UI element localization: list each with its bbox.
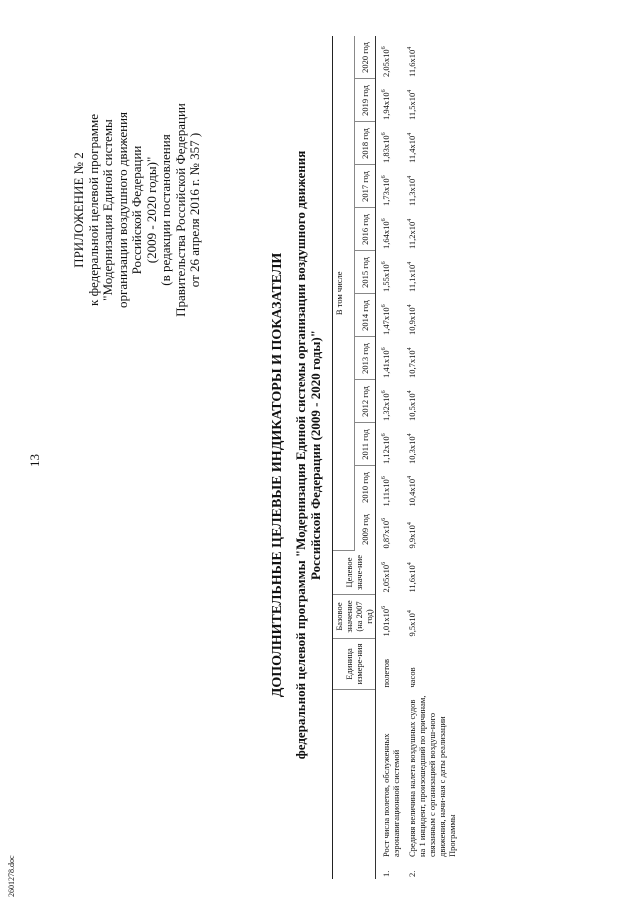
value-cell bbox=[402, 551, 458, 595]
value-exponent: 4 bbox=[407, 522, 414, 526]
value-mantissa: 1,83x10 bbox=[381, 135, 391, 163]
value-cell bbox=[376, 79, 403, 122]
value-cell bbox=[376, 595, 403, 639]
appendix-line: от 26 апреля 2016 г. № 357 ) bbox=[187, 132, 202, 288]
value-cell bbox=[402, 208, 458, 251]
value-mantissa: 1,73x10 bbox=[381, 178, 391, 206]
value-exponent: 4 bbox=[407, 433, 414, 437]
document-subtitle bbox=[293, 35, 323, 875]
value-mantissa: 11,6x10 bbox=[407, 565, 417, 593]
value-mantissa: 9,5x10 bbox=[407, 613, 417, 637]
value-exponent: 6 bbox=[381, 261, 388, 265]
value-mantissa: 11,6x10 bbox=[407, 49, 417, 77]
value-exponent: 6 bbox=[381, 390, 388, 394]
value-mantissa: 0,87x10 bbox=[381, 520, 391, 549]
value-mantissa: 1,12x10 bbox=[381, 436, 391, 464]
indicators-table bbox=[332, 37, 458, 880]
value-cell bbox=[376, 294, 403, 337]
value-exponent: 4 bbox=[407, 46, 414, 50]
value-exponent: 6 bbox=[381, 218, 388, 222]
value-exponent: 4 bbox=[407, 261, 414, 265]
value-exponent: 4 bbox=[407, 132, 414, 136]
value-cell bbox=[376, 423, 403, 466]
value-exponent: 6 bbox=[381, 476, 388, 480]
header-year: 2020 год bbox=[354, 37, 376, 80]
value-exponent: 6 bbox=[381, 89, 388, 93]
value-cell bbox=[402, 423, 458, 466]
subtitle-line-1: федеральной целевой программы "Модернизация Единой системы организации воздушного движения bbox=[293, 150, 308, 760]
header-year: 2010 год bbox=[354, 466, 376, 509]
header-incl: В том числе bbox=[333, 37, 355, 551]
value-mantissa: 1,32x10 bbox=[381, 393, 391, 421]
footer-doc: 2601278.doc bbox=[7, 855, 16, 897]
row-unit: часов bbox=[407, 667, 417, 688]
value-exponent: 4 bbox=[407, 218, 414, 222]
row-name: Рост числа полетов, обслуженных аэронавигационной системой bbox=[381, 733, 401, 857]
appendix-line: Российской Федерации bbox=[129, 145, 144, 275]
value-cell bbox=[402, 165, 458, 208]
value-exponent: 6 bbox=[381, 46, 388, 50]
value-exponent: 4 bbox=[407, 562, 414, 566]
value-cell bbox=[402, 251, 458, 294]
appendix-line: Правительства Российской Федерации bbox=[172, 103, 188, 317]
value-mantissa: 10,7x10 bbox=[407, 350, 417, 378]
value-mantissa: 1,41x10 bbox=[381, 350, 391, 378]
header-name bbox=[333, 690, 376, 860]
value-mantissa: 1,64x10 bbox=[381, 221, 391, 249]
value-exponent: 6 bbox=[381, 561, 388, 565]
header-year: 2009 год bbox=[354, 509, 376, 551]
header-unit: Единица измере-ния bbox=[333, 639, 376, 690]
header-year: 2017 год bbox=[354, 165, 376, 208]
value-mantissa: 1,01x10 bbox=[381, 608, 391, 637]
value-exponent: 6 bbox=[381, 175, 388, 179]
value-mantissa: 10,3x10 bbox=[407, 436, 417, 464]
row-number: 2. bbox=[407, 870, 417, 877]
value-mantissa: 10,9x10 bbox=[407, 307, 417, 335]
appendix-line: ПРИЛОЖЕНИЕ № 2 bbox=[71, 152, 86, 268]
value-exponent: 4 bbox=[407, 175, 414, 179]
header-year: 2013 год bbox=[354, 337, 376, 380]
header-year: 2014 год bbox=[354, 294, 376, 337]
header-year: 2015 год bbox=[354, 251, 376, 294]
value-exponent: 6 bbox=[381, 347, 388, 351]
value-exponent: 6 bbox=[381, 132, 388, 136]
header-year: 2011 год bbox=[354, 423, 376, 466]
header-year: 2016 год bbox=[354, 208, 376, 251]
table-row bbox=[376, 37, 403, 880]
header-row-1 bbox=[333, 37, 355, 880]
value-cell bbox=[376, 122, 403, 165]
row-name: Средняя величина налета воздушных судов на 1 инцидент, произошедший по причинам, связанным с организацией воздуш-ного движения, начи-ная с даты реализации Программы bbox=[407, 695, 457, 857]
value-cell bbox=[376, 466, 403, 509]
header-year: 2019 год bbox=[354, 79, 376, 122]
document-title: ДОПОЛНИТЕЛЬНЫЕ ЦЕЛЕВЫЕ ИНДИКАТОРЫ И ПОКАЗАТЕЛИ bbox=[270, 252, 285, 698]
value-cell bbox=[402, 122, 458, 165]
value-exponent: 4 bbox=[407, 304, 414, 308]
value-cell bbox=[402, 466, 458, 509]
row-number: 1. bbox=[381, 870, 391, 877]
appendix-block bbox=[72, 45, 203, 375]
header-year: 2012 год bbox=[354, 380, 376, 423]
value-cell bbox=[376, 337, 403, 380]
value-mantissa: 11,5x10 bbox=[407, 92, 417, 120]
value-exponent: 4 bbox=[407, 89, 414, 93]
value-mantissa: 1,94x10 bbox=[381, 92, 391, 120]
value-cell bbox=[402, 37, 458, 80]
value-cell bbox=[376, 380, 403, 423]
value-cell bbox=[376, 165, 403, 208]
header-base: Базовое значение (на 2007 год) bbox=[333, 595, 376, 639]
value-mantissa: 11,1x10 bbox=[407, 264, 417, 292]
table-row bbox=[402, 37, 458, 880]
value-mantissa: 10,5x10 bbox=[407, 393, 417, 421]
value-mantissa: 2,05x10 bbox=[381, 49, 391, 77]
value-cell bbox=[402, 294, 458, 337]
value-cell bbox=[376, 208, 403, 251]
value-mantissa: 11,3x10 bbox=[407, 178, 417, 206]
table-body bbox=[376, 37, 459, 880]
value-mantissa: 1,47x10 bbox=[381, 307, 391, 335]
value-exponent: 6 bbox=[381, 304, 388, 308]
page-number: 13 bbox=[27, 454, 42, 467]
value-cell bbox=[376, 551, 403, 595]
subtitle-line-2: Российской Федерации (2009 - 2020 годы)" bbox=[308, 330, 323, 580]
value-cell bbox=[402, 79, 458, 122]
value-mantissa: 11,2x10 bbox=[407, 221, 417, 249]
row-unit: полетов bbox=[381, 658, 391, 688]
value-exponent: 6 bbox=[381, 433, 388, 437]
value-cell bbox=[376, 37, 403, 80]
value-cell bbox=[376, 509, 403, 551]
value-mantissa: 9,9x10 bbox=[407, 525, 417, 549]
value-exponent: 4 bbox=[407, 475, 414, 479]
value-mantissa: 1,55x10 bbox=[381, 264, 391, 292]
appendix-line: к федеральной целевой программе bbox=[85, 114, 101, 306]
value-cell bbox=[402, 337, 458, 380]
value-cell bbox=[402, 595, 458, 639]
value-mantissa: 11,4x10 bbox=[407, 135, 417, 163]
value-exponent: 4 bbox=[407, 390, 414, 394]
value-exponent: 4 bbox=[407, 347, 414, 351]
value-exponent: 4 bbox=[407, 610, 414, 614]
value-exponent: 6 bbox=[381, 517, 388, 521]
value-cell bbox=[402, 509, 458, 551]
appendix-line: организации воздушного движения bbox=[114, 112, 130, 309]
value-cell bbox=[376, 251, 403, 294]
value-mantissa: 2,05x10 bbox=[381, 564, 391, 593]
header-num bbox=[333, 859, 376, 879]
value-mantissa: 1,11x10 bbox=[381, 479, 391, 507]
value-mantissa: 10,4x10 bbox=[407, 478, 417, 507]
value-exponent: 6 bbox=[381, 605, 388, 609]
appendix-line: (в редакции постановления bbox=[158, 134, 173, 286]
appendix-line: "Модернизация Единой системы bbox=[100, 119, 115, 301]
header-year: 2018 год bbox=[354, 122, 376, 165]
header-target: Целевое значе-ние bbox=[333, 551, 376, 595]
value-cell bbox=[402, 380, 458, 423]
appendix-line: (2009 - 2020 годы)" bbox=[143, 156, 159, 264]
